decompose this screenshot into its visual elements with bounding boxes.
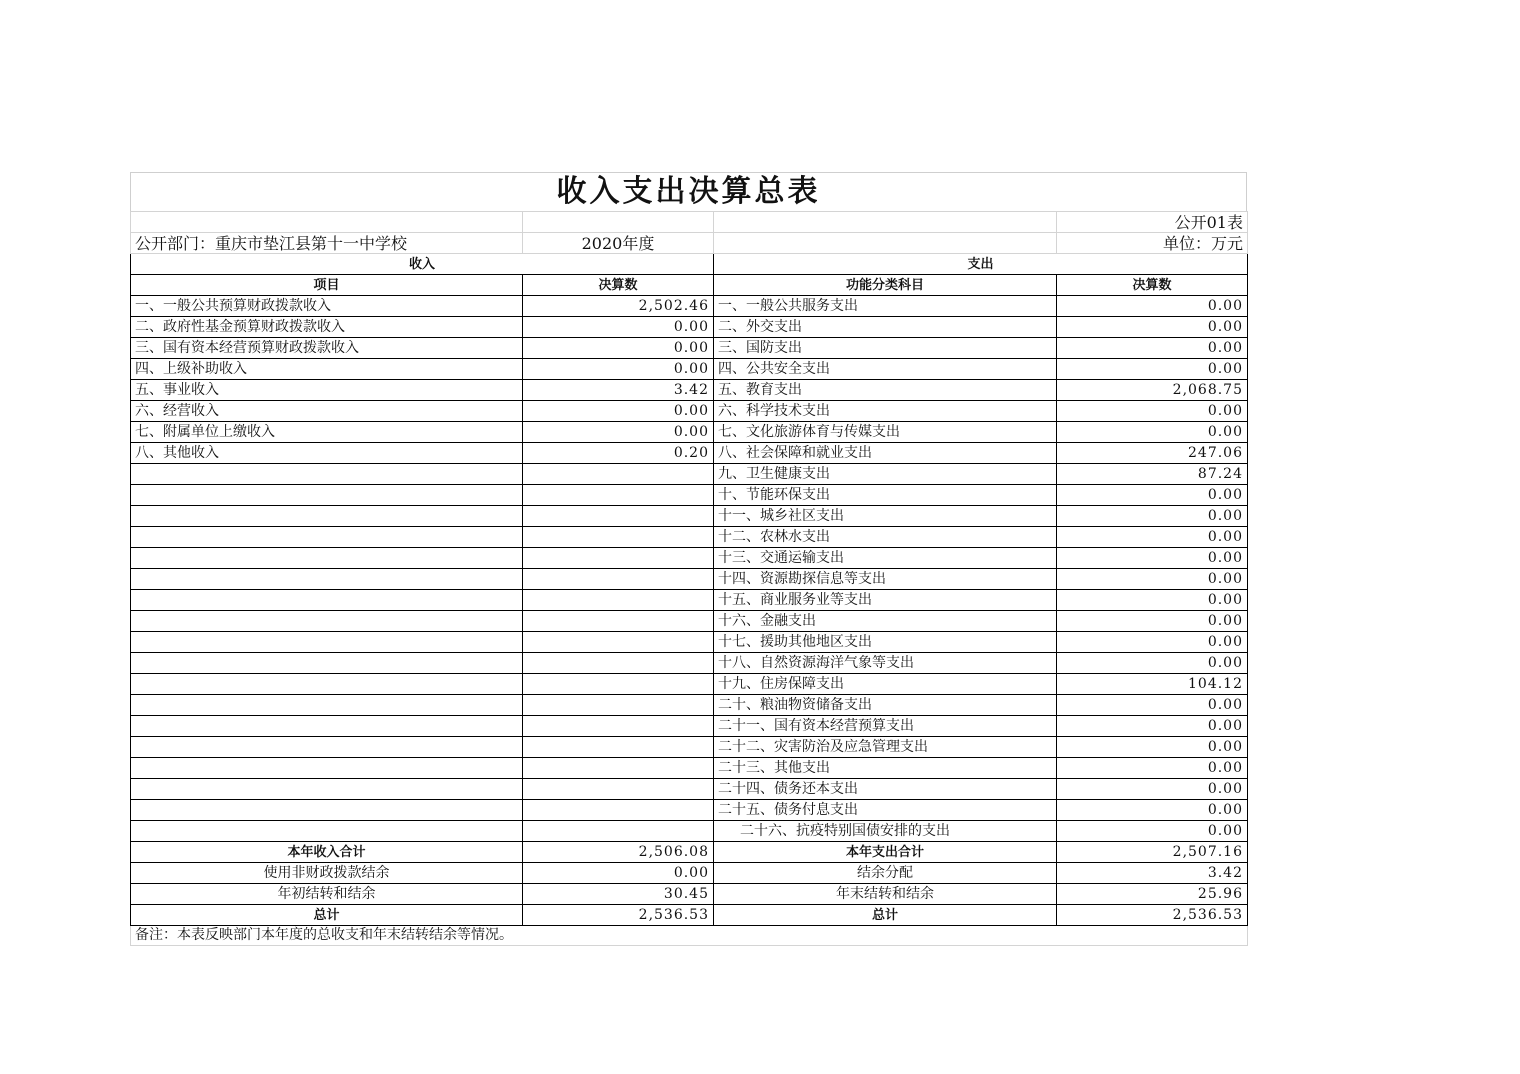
table-row — [131, 506, 1248, 527]
income-item — [131, 716, 523, 737]
meta-row — [131, 233, 1248, 254]
expense-item: 二十四、债务还本支出 — [714, 779, 1057, 800]
grand-total-income: 2,536.53 — [523, 905, 714, 926]
expense-amount: 0.00 — [1057, 590, 1248, 611]
end-balance-value: 25.96 — [1057, 884, 1248, 905]
income-amount: 0.20 — [523, 443, 714, 464]
income-amount: 0.00 — [523, 359, 714, 380]
income-amount: 2,502.46 — [523, 296, 714, 317]
expense-amount: 0.00 — [1057, 695, 1248, 716]
income-amount — [523, 485, 714, 506]
carryover-row — [131, 884, 1248, 905]
table-row — [131, 611, 1248, 632]
income-item — [131, 548, 523, 569]
table-row — [131, 569, 1248, 590]
expense-section-header: 支出 — [714, 254, 1248, 275]
expense-amount: 0.00 — [1057, 527, 1248, 548]
table-row — [131, 359, 1248, 380]
income-amount — [523, 758, 714, 779]
income-amount — [523, 527, 714, 548]
expense-amount: 0.00 — [1057, 401, 1248, 422]
income-item — [131, 821, 523, 842]
expense-amount: 104.12 — [1057, 674, 1248, 695]
income-item — [131, 800, 523, 821]
report-title: 收入支出决算总表 — [130, 172, 1247, 211]
income-item: 七、附属单位上缴收入 — [131, 422, 523, 443]
income-item: 六、经营收入 — [131, 401, 523, 422]
form-number: 公开01表 — [1057, 212, 1248, 233]
income-item — [131, 485, 523, 506]
income-item: 一、一般公共预算财政拨款收入 — [131, 296, 523, 317]
expense-total-value: 2,507.16 — [1057, 842, 1248, 863]
table-row — [131, 401, 1248, 422]
table-row — [131, 485, 1248, 506]
total-row — [131, 842, 1248, 863]
expense-item: 十四、资源勘探信息等支出 — [714, 569, 1057, 590]
table-row — [131, 590, 1248, 611]
income-item — [131, 737, 523, 758]
col-func-header: 功能分类科目 — [714, 275, 1057, 296]
income-amount: 0.00 — [523, 317, 714, 338]
income-amount — [523, 779, 714, 800]
table-row — [131, 779, 1248, 800]
expense-item: 十、节能环保支出 — [714, 485, 1057, 506]
income-item — [131, 758, 523, 779]
expense-amount: 247.06 — [1057, 443, 1248, 464]
expense-item: 二十六、抗疫特别国债安排的支出 — [714, 821, 1057, 842]
expense-item: 十三、交通运输支出 — [714, 548, 1057, 569]
expense-amount: 2,068.75 — [1057, 380, 1248, 401]
income-amount: 0.00 — [523, 338, 714, 359]
expense-amount: 0.00 — [1057, 716, 1248, 737]
col-amount-header: 决算数 — [523, 275, 714, 296]
grand-total-expense: 2,536.53 — [1057, 905, 1248, 926]
grand-total-label-expense: 总计 — [714, 905, 1057, 926]
table-row — [131, 758, 1248, 779]
income-item — [131, 695, 523, 716]
report-sheet — [130, 172, 1247, 946]
table-row — [131, 695, 1248, 716]
table-row — [131, 527, 1248, 548]
income-amount — [523, 569, 714, 590]
expense-amount: 0.00 — [1057, 758, 1248, 779]
grand-total-label-income: 总计 — [131, 905, 523, 926]
expense-item: 十六、金融支出 — [714, 611, 1057, 632]
begin-balance-value: 30.45 — [523, 884, 714, 905]
income-item — [131, 632, 523, 653]
table-row — [131, 338, 1248, 359]
income-total-label: 本年收入合计 — [131, 842, 523, 863]
income-item — [131, 527, 523, 548]
expense-item: 十五、商业服务业等支出 — [714, 590, 1057, 611]
expense-item: 六、科学技术支出 — [714, 401, 1057, 422]
income-item — [131, 674, 523, 695]
income-amount: 0.00 — [523, 422, 714, 443]
income-item: 三、国有资本经营预算财政拨款收入 — [131, 338, 523, 359]
section-header-row — [131, 254, 1248, 275]
expense-amount: 0.00 — [1057, 611, 1248, 632]
income-section-header: 收入 — [131, 254, 714, 275]
note-row — [131, 926, 1248, 946]
expense-amount: 87.24 — [1057, 464, 1248, 485]
expense-item: 十一、城乡社区支出 — [714, 506, 1057, 527]
begin-balance-label: 年初结转和结余 — [131, 884, 523, 905]
data-rows — [131, 296, 1248, 842]
income-amount — [523, 821, 714, 842]
income-amount — [523, 716, 714, 737]
expense-item: 一、一般公共服务支出 — [714, 296, 1057, 317]
income-amount — [523, 506, 714, 527]
expense-amount: 0.00 — [1057, 821, 1248, 842]
col-item-header: 项目 — [131, 275, 523, 296]
expense-item: 二十五、债务付息支出 — [714, 800, 1057, 821]
form-no-row — [131, 212, 1248, 233]
table-row — [131, 443, 1248, 464]
footnote: 备注：本表反映部门本年度的总收支和年末结转结余等情况。 — [131, 926, 1248, 946]
expense-item: 八、社会保障和就业支出 — [714, 443, 1057, 464]
income-item: 四、上级补助收入 — [131, 359, 523, 380]
expense-item: 四、公共安全支出 — [714, 359, 1057, 380]
table-row — [131, 380, 1248, 401]
expense-item: 二十一、国有资本经营预算支出 — [714, 716, 1057, 737]
expense-amount: 0.00 — [1057, 569, 1248, 590]
table-row — [131, 800, 1248, 821]
balance-row — [131, 863, 1248, 884]
income-item — [131, 506, 523, 527]
table-row — [131, 632, 1248, 653]
income-amount — [523, 695, 714, 716]
income-item — [131, 569, 523, 590]
expense-item: 二十、粮油物资储备支出 — [714, 695, 1057, 716]
expense-item: 二、外交支出 — [714, 317, 1057, 338]
expense-total-label: 本年支出合计 — [714, 842, 1057, 863]
expense-amount: 0.00 — [1057, 737, 1248, 758]
income-amount: 0.00 — [523, 401, 714, 422]
expense-item: 十七、援助其他地区支出 — [714, 632, 1057, 653]
unit-label: 单位：万元 — [1057, 233, 1248, 254]
department: 公开部门：重庆市垫江县第十一中学校 — [131, 233, 523, 254]
income-amount: 3.42 — [523, 380, 714, 401]
expense-item: 九、卫生健康支出 — [714, 464, 1057, 485]
expense-amount: 0.00 — [1057, 359, 1248, 380]
expense-item: 十二、农林水支出 — [714, 527, 1057, 548]
income-item — [131, 779, 523, 800]
income-amount — [523, 590, 714, 611]
income-item — [131, 653, 523, 674]
expense-amount: 0.00 — [1057, 506, 1248, 527]
expense-item: 二十二、灾害防治及应急管理支出 — [714, 737, 1057, 758]
income-amount — [523, 464, 714, 485]
income-amount — [523, 632, 714, 653]
column-header-row — [131, 275, 1248, 296]
income-item — [131, 464, 523, 485]
income-item — [131, 611, 523, 632]
expense-amount: 0.00 — [1057, 548, 1248, 569]
income-item: 五、事业收入 — [131, 380, 523, 401]
income-expense-table — [130, 211, 1248, 946]
income-amount — [523, 611, 714, 632]
expense-amount: 0.00 — [1057, 317, 1248, 338]
expense-item: 十八、自然资源海洋气象等支出 — [714, 653, 1057, 674]
nonfiscal-label: 使用非财政拨款结余 — [131, 863, 523, 884]
surplus-alloc-label: 结余分配 — [714, 863, 1057, 884]
fiscal-year: 2020年度 — [523, 233, 714, 254]
expense-item: 十九、住房保障支出 — [714, 674, 1057, 695]
table-row — [131, 548, 1248, 569]
table-row — [131, 821, 1248, 842]
col-amount2-header: 决算数 — [1057, 275, 1248, 296]
expense-item: 七、文化旅游体育与传媒支出 — [714, 422, 1057, 443]
grand-total-row — [131, 905, 1248, 926]
table-row — [131, 674, 1248, 695]
table-row — [131, 422, 1248, 443]
income-item: 八、其他收入 — [131, 443, 523, 464]
expense-amount: 0.00 — [1057, 632, 1248, 653]
table-row — [131, 653, 1248, 674]
nonfiscal-value: 0.00 — [523, 863, 714, 884]
expense-amount: 0.00 — [1057, 422, 1248, 443]
surplus-alloc-value: 3.42 — [1057, 863, 1248, 884]
expense-amount: 0.00 — [1057, 653, 1248, 674]
expense-item: 二十三、其他支出 — [714, 758, 1057, 779]
income-item: 二、政府性基金预算财政拨款收入 — [131, 317, 523, 338]
income-amount — [523, 674, 714, 695]
table-row — [131, 296, 1248, 317]
table-row — [131, 737, 1248, 758]
expense-amount: 0.00 — [1057, 485, 1248, 506]
income-amount — [523, 737, 714, 758]
table-row — [131, 464, 1248, 485]
income-item — [131, 590, 523, 611]
income-total-value: 2,506.08 — [523, 842, 714, 863]
expense-item: 五、教育支出 — [714, 380, 1057, 401]
income-amount — [523, 800, 714, 821]
table-row — [131, 317, 1248, 338]
table-row — [131, 716, 1248, 737]
expense-amount: 0.00 — [1057, 338, 1248, 359]
expense-item: 三、国防支出 — [714, 338, 1057, 359]
expense-amount: 0.00 — [1057, 296, 1248, 317]
income-amount — [523, 653, 714, 674]
expense-amount: 0.00 — [1057, 779, 1248, 800]
income-amount — [523, 548, 714, 569]
expense-amount: 0.00 — [1057, 800, 1248, 821]
end-balance-label: 年末结转和结余 — [714, 884, 1057, 905]
